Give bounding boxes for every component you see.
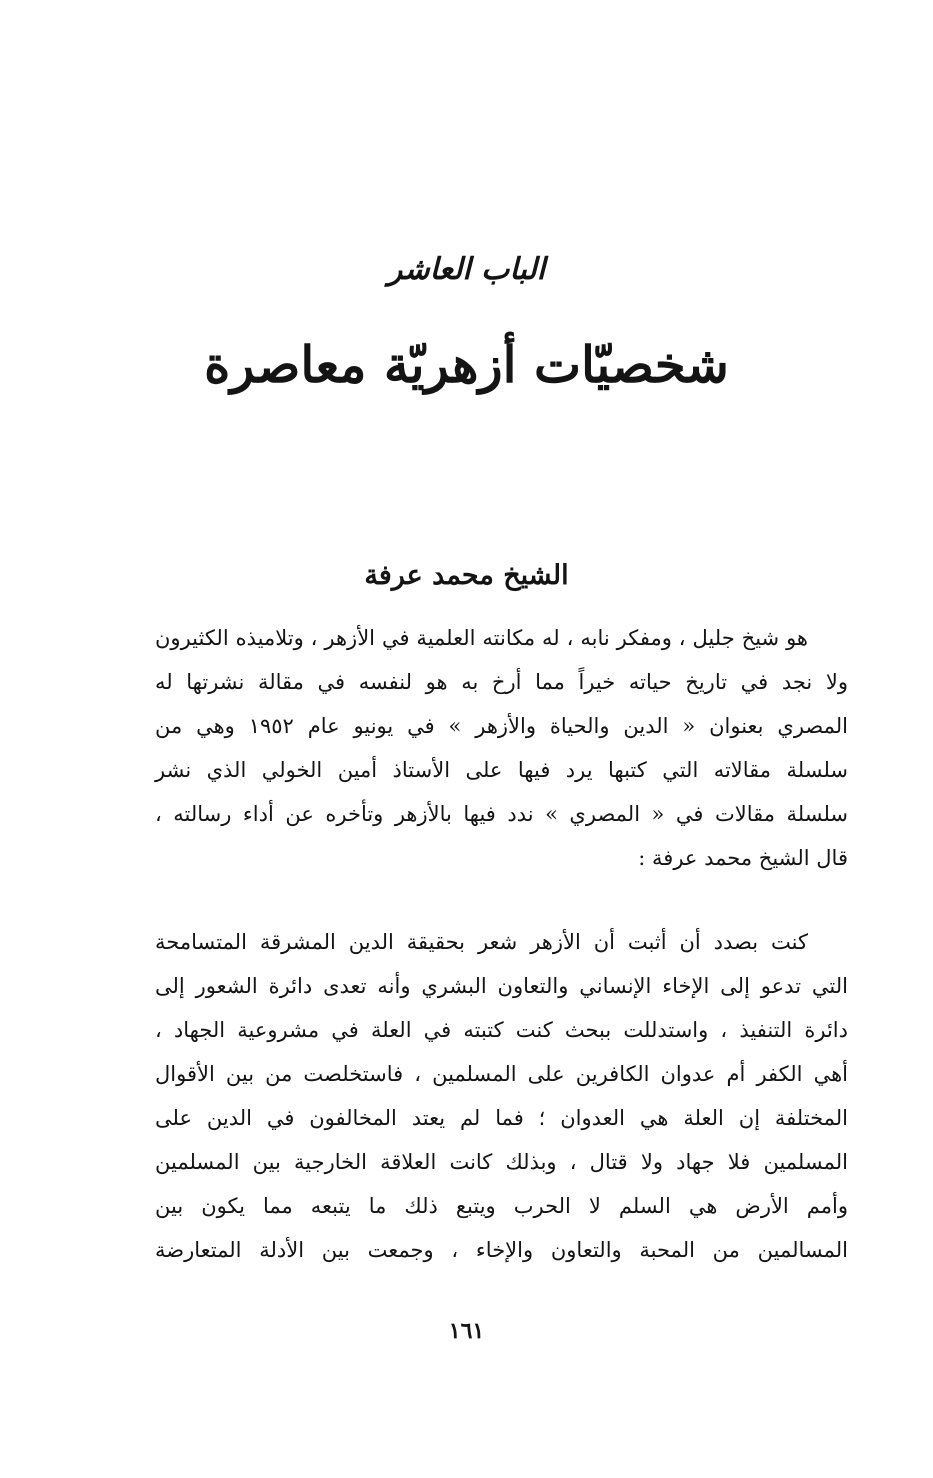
- chapter-title: شخصيّات أزهريّة معاصرة: [204, 335, 729, 394]
- paragraph-line: وأمم الأرض هي السلم لا الحرب ويتبع ذلك ما يتبعه مما يكون بين: [155, 1194, 848, 1218]
- paragraph-1: [155, 616, 848, 880]
- section-heading: الشيخ محمد عرفة: [364, 560, 569, 591]
- paragraph-line: هو شيخ جليل ، ومفكر نابه ، له مكانته العلمية في الأزهر ، وتلاميذه الكثيرون: [155, 626, 808, 650]
- paragraph-line: قال الشيخ محمد عرفة :: [638, 846, 848, 870]
- page-number: ١٦١: [448, 1318, 485, 1344]
- paragraph-line: المسالمين من المحبة والتعاون والإخاء ، وجمعت بين الأدلة المتعارضة: [155, 1238, 848, 1262]
- paragraph-line: دائرة التنفيذ ، واستدللت ببحث كنت كتبته في العلة في مشروعية الجهاد ،: [155, 1018, 848, 1042]
- paragraph-2: [155, 920, 848, 1272]
- paragraph-line: المصري بعنوان « الدين والحياة والأزهر » في يونيو عام ١٩٥٢ وهي من: [155, 714, 848, 738]
- paragraph-line: المسلمين فلا جهاد ولا قتال ، وبذلك كانت العلاقة الخارجية بين المسلمين: [155, 1150, 848, 1174]
- paragraph-line: سلسلة مقالاته التي كتبها يرد فيها على الأستاذ أمين الخولي الذي نشر: [155, 758, 848, 782]
- paragraph-line: ولا نجد في تاريخ حياته خيراً مما أرخ به هو لنفسه في مقالة نشرتها له: [155, 670, 848, 694]
- paragraph-line: التي تدعو إلى الإخاء الإنساني والتعاون البشري وأنه تعدى دائرة الشعور إلى: [155, 974, 848, 998]
- paragraph-line: سلسلة مقالات في « المصري » ندد فيها بالأزهر وتأخره عن أداء رسالته ،: [155, 802, 848, 826]
- paragraph-line: أهي الكفر أم عدوان الكافرين على المسلمين ، فاستخلصت من بين الأقوال: [155, 1062, 848, 1086]
- paragraph-line: المختلفة إن العلة هي العدوان ؛ فما لم يعتد المخالفون في الدين على: [155, 1106, 848, 1130]
- paragraph-line: كنت بصدد أن أثبت أن الأزهر شعر بحقيقة الدين المشرقة المتسامحة: [155, 930, 808, 954]
- chapter-label: الباب العاشر: [387, 252, 546, 287]
